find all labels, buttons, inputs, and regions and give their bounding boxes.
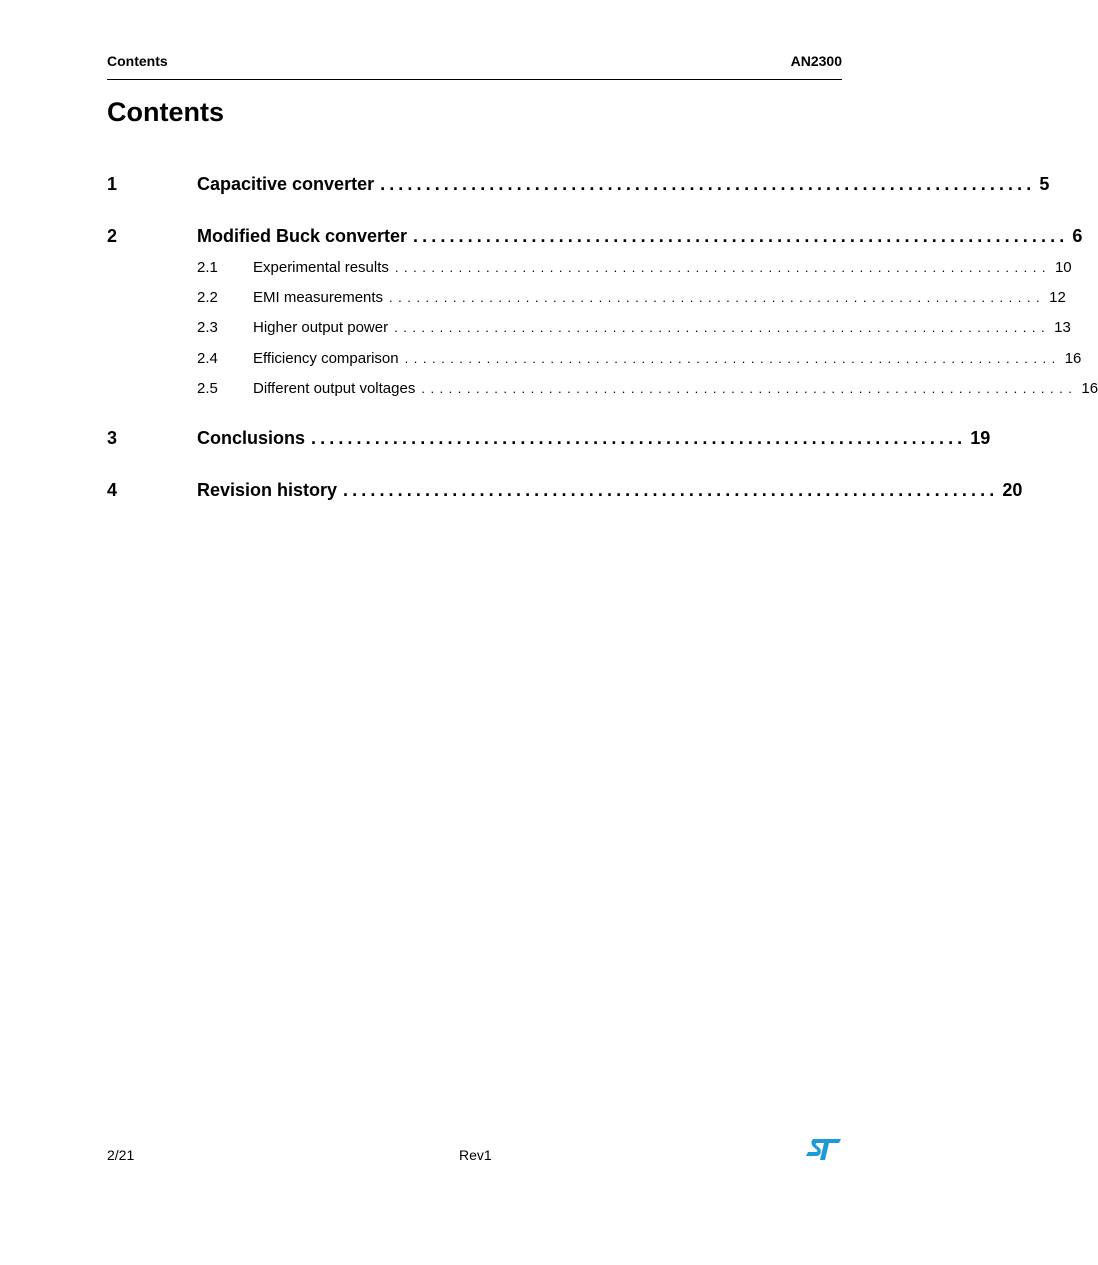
toc-entry-title: Revision history bbox=[197, 480, 338, 500]
toc-entry-number: 3 bbox=[107, 428, 118, 448]
toc-entry-number: 2.3 bbox=[197, 319, 218, 336]
toc-entry[interactable] bbox=[107, 226, 1083, 250]
toc-entry-number: 2.1 bbox=[197, 259, 218, 276]
toc-entry-title: Efficiency comparison bbox=[253, 350, 399, 367]
toc-dot-leader: ........................................................................ bbox=[394, 320, 1051, 335]
toc-entry-page: 10 bbox=[1054, 259, 1072, 276]
toc-entry-title: Modified Buck converter bbox=[197, 226, 408, 246]
toc-entry[interactable] bbox=[107, 174, 1050, 198]
st-logo-icon bbox=[805, 1137, 842, 1162]
toc-entry[interactable] bbox=[107, 428, 991, 452]
running-header-document-id: AN2300 bbox=[790, 53, 842, 69]
toc-entry-number: 2 bbox=[107, 226, 118, 246]
toc-entry-number: 2.2 bbox=[197, 289, 218, 306]
toc-dot-leader: ........................................................................ bbox=[380, 174, 1036, 194]
toc-entry-page: 19 bbox=[970, 428, 991, 448]
toc-entry-page: 12 bbox=[1049, 289, 1066, 306]
toc-entry-page: 6 bbox=[1072, 226, 1083, 246]
toc-dot-leader: ........................................................................ bbox=[421, 381, 1078, 396]
toc-subentry[interactable] bbox=[107, 380, 1098, 400]
toc-entry-page: 5 bbox=[1039, 174, 1050, 194]
running-header-section: Contents bbox=[107, 53, 168, 69]
toc-dot-leader: ........................................................................ bbox=[394, 260, 1051, 275]
toc-entry-title: Experimental results bbox=[253, 259, 389, 276]
toc-entry-page: 20 bbox=[1002, 480, 1023, 500]
toc-entry-number: 2.4 bbox=[197, 350, 218, 367]
toc-entry-page: 13 bbox=[1054, 319, 1071, 336]
toc-entry-number: 2.5 bbox=[197, 380, 218, 397]
toc-subentry[interactable] bbox=[107, 289, 1066, 309]
toc-entry-title: Different output voltages bbox=[253, 380, 416, 397]
toc-subentry[interactable] bbox=[107, 350, 1082, 370]
toc-entry-title: Capacitive converter bbox=[197, 174, 375, 194]
revision-label: Rev1 bbox=[459, 1147, 492, 1163]
toc-entry-title: Conclusions bbox=[197, 428, 306, 448]
toc-dot-leader: ........................................................................ bbox=[413, 226, 1069, 246]
toc-subentry[interactable] bbox=[107, 319, 1071, 339]
toc-entry-page: 16 bbox=[1081, 380, 1098, 397]
toc-entry-number: 1 bbox=[107, 174, 118, 194]
toc-entry[interactable] bbox=[107, 480, 1023, 504]
page-number: 2/21 bbox=[107, 1147, 135, 1163]
toc-subentry[interactable] bbox=[107, 259, 1072, 279]
page-title: Contents bbox=[107, 97, 224, 127]
toc-entry-title: Higher output power bbox=[253, 319, 389, 336]
toc-dot-leader: ........................................................................ bbox=[389, 290, 1046, 305]
toc-dot-leader: ........................................................................ bbox=[311, 428, 967, 448]
toc-entry-number: 4 bbox=[107, 480, 118, 500]
toc-dot-leader: ........................................................................ bbox=[404, 351, 1061, 366]
toc-entry-page: 16 bbox=[1064, 350, 1082, 367]
toc-entry-title: EMI measurements bbox=[253, 289, 384, 306]
header-divider bbox=[107, 79, 842, 80]
toc-dot-leader: ........................................................................ bbox=[343, 480, 999, 500]
